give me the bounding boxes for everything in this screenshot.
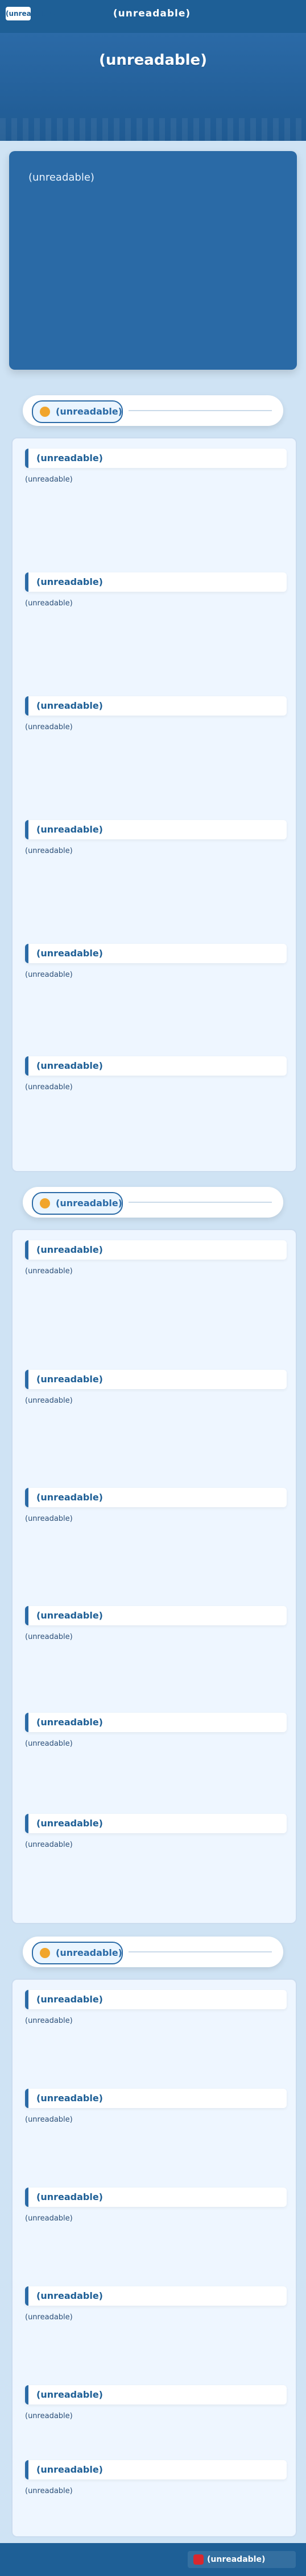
item-title: (unreadable) [36,2464,103,2475]
item-3-1 [25,1990,283,2084]
item-head [25,2286,287,2306]
item-3-4 [25,2286,283,2381]
item-body: (unreadable) [25,1739,73,1748]
section-title-1: (unreadable) [56,406,122,417]
hero-decoration [0,118,306,141]
intro-card [9,151,297,370]
item-head [25,1056,287,1076]
section-divider-2 [129,1202,272,1203]
section-pill-2 [32,1192,123,1215]
item-2-2 [25,1370,283,1483]
section-banner-2 [23,1187,283,1218]
item-head [25,820,287,839]
item-body: (unreadable) [25,1515,73,1523]
item-head [25,1488,287,1507]
page-title: (unreadable) [98,52,208,69]
item-3-6 [25,2460,283,2531]
item-title: (unreadable) [36,576,103,587]
item-head [25,2089,287,2108]
item-title: (unreadable) [36,1060,103,1071]
section-divider-3 [129,1951,272,1952]
item-body: (unreadable) [25,1267,73,1276]
item-1-6 [25,1056,283,1164]
item-body: (unreadable) [25,2017,73,2025]
item-title: (unreadable) [36,2192,103,2202]
section-card-2 [11,1229,297,1924]
item-head [25,2385,287,2404]
item-title: (unreadable) [36,1610,103,1621]
item-2-5 [25,1713,283,1809]
footer-brand: (unreadable) [207,2555,266,2564]
item-head [25,1814,287,1833]
item-body: (unreadable) [25,847,73,855]
item-head [25,572,287,592]
section-title-3: (unreadable) [56,1947,122,1958]
item-2-3 [25,1488,283,1601]
section-banner-1 [23,395,283,426]
item-title: (unreadable) [36,1244,103,1255]
publisher-title: (unreadable) [113,8,191,19]
item-head [25,1240,287,1260]
intro-text: (unreadable) [28,172,94,183]
top-bar [0,0,306,33]
item-3-3 [25,2188,283,2282]
item-3-2 [25,2089,283,2183]
item-title: (unreadable) [36,1818,103,1829]
item-head [25,1713,287,1732]
section-card-3 [11,1979,297,2537]
item-title: (unreadable) [36,2093,103,2104]
item-body: (unreadable) [25,2412,73,2420]
item-head [25,449,287,468]
item-1-1 [25,449,283,568]
item-title: (unreadable) [36,1994,103,2005]
item-title: (unreadable) [36,1717,103,1728]
item-head [25,1370,287,1389]
item-body: (unreadable) [25,2214,73,2223]
footer-logo [188,2551,296,2568]
item-title: (unreadable) [36,948,103,959]
item-body: (unreadable) [25,2487,73,2495]
item-title: (unreadable) [36,1374,103,1385]
item-head [25,1606,287,1625]
item-body: (unreadable) [25,1083,73,1092]
item-body: (unreadable) [25,1396,73,1405]
item-2-4 [25,1606,283,1708]
item-body: (unreadable) [25,1841,73,1849]
item-body: (unreadable) [25,2313,73,2322]
item-title: (unreadable) [36,824,103,835]
item-title: (unreadable) [36,453,103,463]
section-divider-1 [129,410,272,411]
section-dot-icon [40,407,50,417]
item-head [25,1990,287,2009]
section-title-2: (unreadable) [56,1198,122,1208]
item-body: (unreadable) [25,1633,73,1641]
section-dot-icon [40,1198,50,1208]
item-1-3 [25,696,283,816]
item-body: (unreadable) [25,599,73,608]
section-pill-3 [32,1942,123,1964]
item-title: (unreadable) [36,700,103,711]
item-body: (unreadable) [25,723,73,731]
item-title: (unreadable) [36,2290,103,2301]
item-3-5 [25,2385,283,2456]
item-body: (unreadable) [25,971,73,979]
section-card-1 [11,437,297,1172]
brand-mark-icon [193,2554,204,2565]
item-2-1 [25,1240,283,1365]
item-2-6 [25,1814,283,1914]
item-body: (unreadable) [25,475,73,484]
item-head [25,696,287,716]
item-head [25,944,287,963]
item-1-2 [25,572,283,692]
section-banner-3 [23,1937,283,1967]
item-head [25,2188,287,2207]
item-title: (unreadable) [36,1492,103,1503]
section-dot-icon [40,1948,50,1958]
badge: (unreadable) [6,7,31,20]
item-1-4 [25,820,283,939]
footer [0,2543,306,2576]
item-body: (unreadable) [25,2115,73,2124]
hero [0,33,306,141]
item-1-5 [25,944,283,1052]
item-head [25,2460,287,2479]
section-pill-1 [32,400,123,423]
item-title: (unreadable) [36,2389,103,2400]
